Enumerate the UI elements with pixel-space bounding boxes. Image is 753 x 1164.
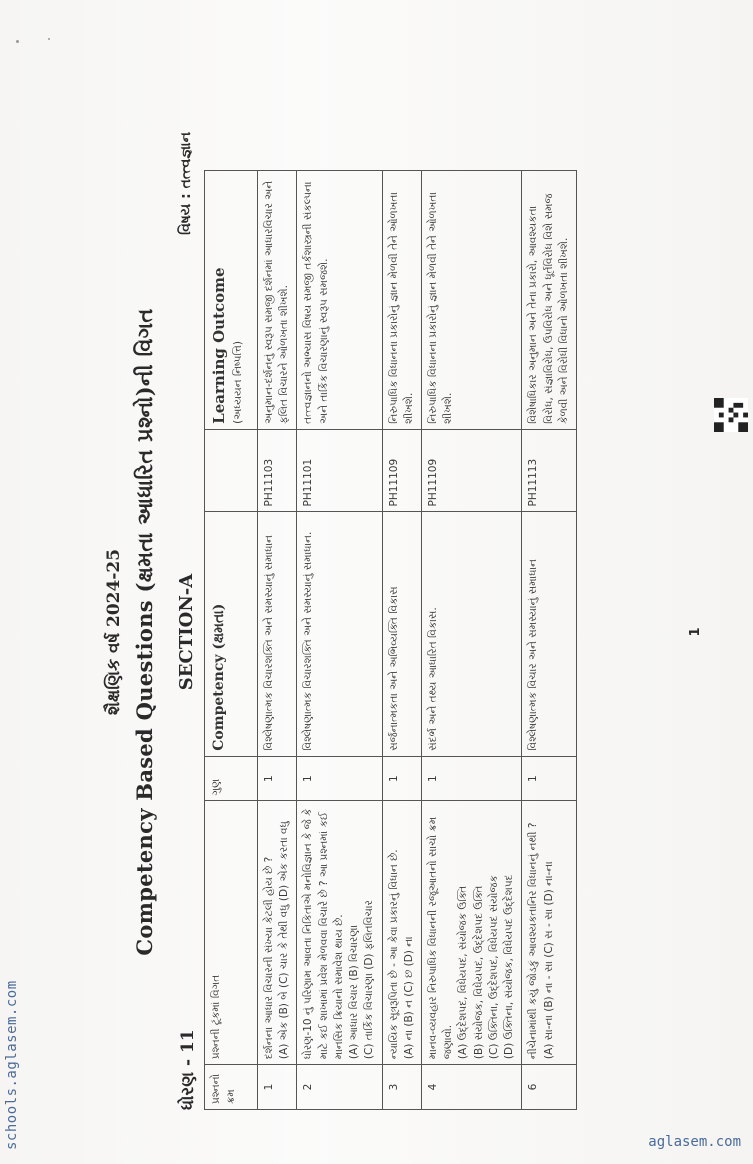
outcome-code: PH11101 (297, 429, 382, 512)
qr-code-icon (714, 398, 748, 432)
question-text: ન્યાયિક સૂત્રરૂપિતા છે - આ કેવા પ્રકારનું વિધાન છે. (387, 849, 400, 1060)
learning-outcome: તત્ત્વજ્ઞાનનો અભ્યાસ વિષય સમજી તર્કશાસ્ત્રની સંકલ્પના અને તાર્કિક વિચારણાનું સ્વરૂપ સમજશે. (297, 171, 382, 430)
outcome-code: PH11109 (421, 429, 521, 512)
question-text-cell (258, 801, 297, 1065)
question-options: (B) સંયોજક, વિધેયપદ, ઉદ્દેશપદ ઉક્તિ (472, 885, 485, 1060)
table-row (258, 171, 297, 1110)
question-competency: સર્જનાત્મકતા અને અભિવ્યક્તિ વિકાસ (382, 512, 421, 756)
question-number: 4 (421, 1065, 521, 1110)
header-competency (205, 512, 258, 756)
outcome-code: PH11113 (522, 429, 577, 512)
question-competency: વિશ્લેષણાત્મક વિચારશક્તિ અને સમસ્યાનું સમાધાન (258, 512, 297, 756)
question-options: (A) એક (B) બે (C) ચાર કે તેથી વધુ (D) એક કરતા વધુ (278, 821, 291, 1060)
header-code (205, 429, 258, 512)
bottom-watermark: aglasem.com (648, 1134, 741, 1150)
scan-speck (16, 40, 19, 43)
table-row (297, 171, 382, 1110)
question-marks: 1 (297, 756, 382, 801)
page-number: 1 (688, 627, 703, 637)
header-learning-outcome (205, 171, 258, 430)
table-row (421, 171, 521, 1110)
question-competency: સંદર્ભ અને તથ્ય આધારિત વિકાસ. (421, 512, 521, 756)
header-question-detail: પ્રશ્નની ટૂંકમાં વિગત (205, 801, 258, 1065)
document-title: Competency Based Questions (ક્ષમતા આધારિત પ્રશ્નો)ની વિગત (132, 308, 157, 956)
table-row (522, 171, 577, 1110)
question-number: 2 (297, 1065, 382, 1110)
learning-outcome: નિરુપાધિક વિધાનના પ્રકારોનું જ્ઞાન મેળવી તેને ઓળખતા શીખશે. (421, 171, 521, 430)
question-options: (A) સા-ના (B) ના - સા (C) સ - સા (D) ના-ના (542, 861, 555, 1060)
question-text-cell (382, 801, 421, 1065)
question-text-cell (297, 801, 382, 1065)
learning-outcome: વિશેષાધિકાર અનુમાન અને તેના પ્રકારો, આવશ્યકતા વિરોધ, સંજ્ઞાવિરોધ, ઉપવિરોધ અને ધૂર્તવિરોધ વિશે સમજ કેળવી અને વિરોધી વિધાનો ઓળખતા શીખશે. (522, 171, 577, 430)
learning-outcome: અનુમાન-દર્શનનું સ્વરૂપ સમજી દર્શનમાં આધારવિચાર અને ફલિત વિચારને ઓળખતા શીખશે. (258, 171, 297, 430)
learning-outcome-subheading: (અધ્યયન નિષ્પત્તિ) (231, 341, 244, 424)
learning-outcome: નિરુપાધિક વિધાનના પ્રકારોનું જ્ઞાન મેળવી તેને ઓળખતા શીખશે. (382, 171, 421, 430)
question-options: (A) આધાર વિચાર (B) વિચારણા (348, 924, 361, 1060)
scan-speck (48, 38, 50, 40)
question-marks: 1 (258, 756, 297, 801)
rotated-document (92, 132, 712, 1132)
question-options: (A) ના (B) ન (C) છ (D) ના (402, 936, 415, 1060)
question-number: 1 (258, 1065, 297, 1110)
section-heading: SECTION-A (176, 573, 197, 691)
table-header-row (205, 171, 258, 1110)
question-options: (A) ઉદ્દેશપદ, વિધેયપદ, સંયોજક ઉક્તિ (457, 885, 470, 1060)
table-row (382, 171, 421, 1110)
academic-year-title: શૈક્ષણિક વર્ષ 2024-25 (104, 548, 124, 716)
question-marks: 1 (382, 756, 421, 801)
question-competency: વિશ્લેષણાત્મક વિચાર અને સમસ્યાનું સમાધાન (522, 512, 577, 756)
side-watermark: schools.aglasem.com (4, 980, 20, 1150)
standard-label: ધોરણ - 11 (178, 1029, 198, 1110)
question-options: (C) તાર્કિક વિચારણા (D) ફલિતવિચાર (363, 900, 376, 1060)
question-text: નીચેનામાંથી કયું જોડકું આવશ્યકતાનિર વિધાનનું નથી ? (527, 822, 540, 1060)
header-marks: ગુણ (205, 756, 258, 801)
question-marks: 1 (522, 756, 577, 801)
question-options: (D) ઉક્તિના, સંયોજક, વિધેયપદ ઉદ્દેશપદ (503, 874, 516, 1060)
question-text-cell (421, 801, 521, 1065)
subject-label: વિષય : તત્ત્વજ્ઞાન (178, 132, 194, 235)
question-text: દર્શનના આધાર વિચારની સંખ્યા કેટલી હોય છે ? (263, 856, 275, 1060)
competency-heading: Competency (ક્ષમતા) (211, 603, 227, 751)
outcome-code: PH11109 (382, 429, 421, 512)
learning-outcome-heading: Learning Outcome (210, 267, 228, 424)
header-question-number: પ્રશ્નનો ક્રમ (205, 1065, 258, 1110)
questions-table (204, 170, 577, 1110)
question-number: 3 (382, 1065, 421, 1110)
question-options: (C) ઉક્તિના, ઉદ્દેશપદ, વિધેયપદ સંયોજક (487, 875, 500, 1060)
question-text-cell (522, 801, 577, 1065)
question-text: માનવ-વ્યવહાર નિરુપાધિક વિધાનની રજૂઆતનો સાચો ક્રમ જણાવો. (426, 816, 455, 1060)
question-marks: 1 (421, 756, 521, 801)
question-number: 6 (522, 1065, 577, 1110)
outcome-code: PH11103 (258, 429, 297, 512)
question-text: ધોરણ-10 નું પરિણામ આવતા નિકિતાએ મનોવિજ્ઞાન કે જે કે માટે કઈ શાખામાં પ્રવેશ મેળવવા વિચારે છે ? આ પ્રશ્નમાં કઈ માનસિક ક્રિયાનો સમાવેશ થાય છે. (302, 808, 345, 1060)
question-competency: વિશ્લેષણાત્મક વિચારશક્તિ અને સમસ્યાનું સમાધાન. (297, 512, 382, 756)
